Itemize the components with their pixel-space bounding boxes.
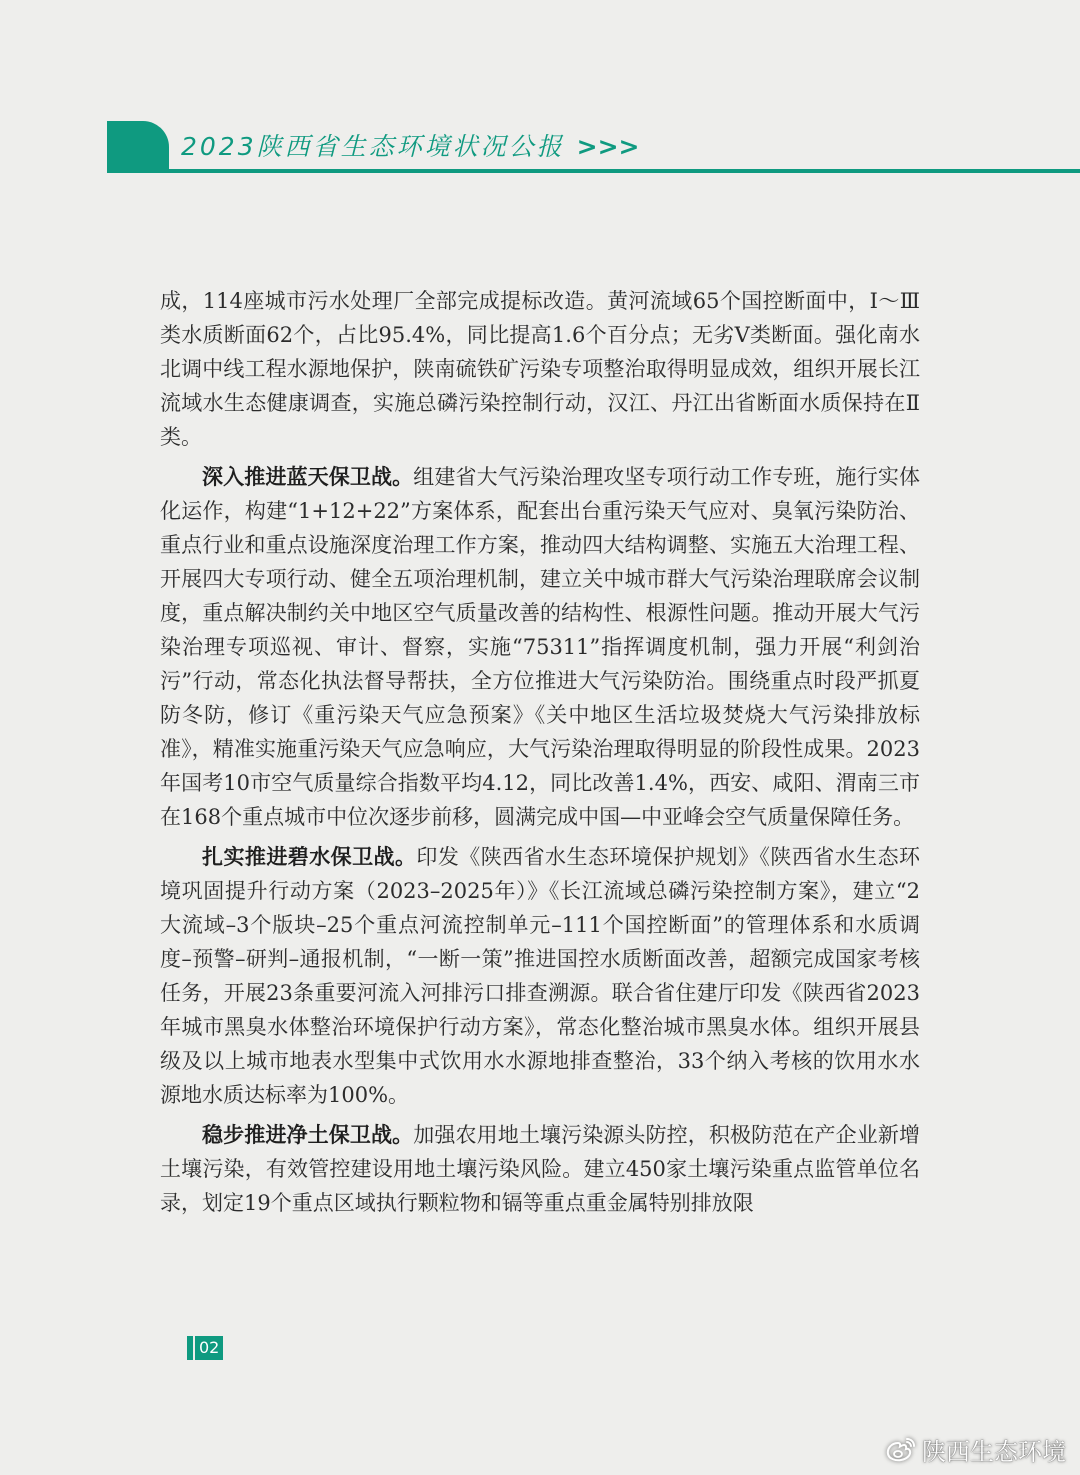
paragraph-text: 印发《陕西省水生态环境保护规划》《陕西省水生态环境巩固提升行动方案（2023–2025年）》《长江流域总磷污染控制方案》，建立“2大流域–3个版块–25个重点河流控制单元–111个国控断面”的管理体系和水质调度–预警–研判–通报机制，“一断一策”推进国控水质断面改善，超额完成国家考核任务，开展23条重要河流入河排污口排查溯源。联合省住建厅印发《陕西省2023年城市黑臭水体整治环境保护行动方案》，常态化整治城市黑臭水体。组织开展县级及以上城市地表水型集中式饮用水水源地排查整治，33个纳入考核的饮用水水源地水质达标率为100%。 bbox=[160, 845, 921, 1107]
paragraph-blue-sky bbox=[160, 460, 920, 834]
paragraph-continued bbox=[160, 284, 920, 454]
paragraph-clear-water bbox=[160, 840, 920, 1112]
header-tab-block bbox=[107, 121, 169, 173]
watermark bbox=[886, 1432, 1066, 1467]
paragraph-text: 组建省大气污染治理攻坚专项行动工作专班，施行实体化运作，构建“1+12+22”方案体系，配套出台重污染天气应对、臭氧污染防治、重点行业和重点设施深度治理工作方案，推动四大结构调整、实施五大治理工程、开展四大专项行动、健全五项治理机制，建立关中城市群大气污染治理联席会议制度，重点解决制约关中地区空气质量改善的结构性、根源性问题。推动开展大气污染治理专项巡视、审计、督察，实施“75311”指挥调度机制，强力开展“利剑治污”行动，常态化执法督导帮扶，全方位推进大气污染防治。围绕重点时段严抓夏防冬防，修订《重污染天气应急预案》《关中地区生活垃圾焚烧大气污染排放标准》，精准实施重污染天气应急响应，大气污染治理取得明显的阶段性成果。2023年国考10市空气质量综合指数平均4.12，同比改善1.4%，西安、咸阳、渭南三市在168个重点城市中位次逐步前移，圆满完成中国—中亚峰会空气质量保障任务。 bbox=[160, 465, 921, 829]
paragraph-text: 成，114座城市污水处理厂全部完成提标改造。黄河流域65个国控断面中，Ⅰ～Ⅲ类水质断面62个，占比95.4%，同比提高1.6个百分点；无劣Ⅴ类断面。强化南水北调中线工程水源地保护，陕南硫铁矿污染专项整治取得明显成效，组织开展长江流域水生态健康调查，实施总磷污染控制行动，汉江、丹江出省断面水质保持在Ⅱ类。 bbox=[160, 289, 920, 449]
header-rule bbox=[169, 169, 1080, 173]
watermark-text: 陕西生态环境 bbox=[922, 1438, 1066, 1466]
page-number-text: 02 bbox=[195, 1336, 223, 1360]
body-text bbox=[160, 284, 920, 1226]
page-number-bar bbox=[187, 1336, 193, 1360]
page-number bbox=[187, 1336, 223, 1360]
page-header bbox=[107, 121, 1080, 173]
header-title-text: 2023陕西省生态环境状况公报 bbox=[181, 132, 565, 161]
chevrons-icon: >>> bbox=[576, 132, 640, 161]
weibo-icon bbox=[886, 1437, 916, 1463]
paragraph-pure-soil bbox=[160, 1118, 920, 1220]
paragraph-text: 加强农用地土壤污染源头防控，积极防范在产企业新增土壤污染，有效管控建设用地土壤污染风险。建立450家土壤污染重点监管单位名录，划定19个重点区域执行颗粒物和镉等重点重金属特别排放限 bbox=[160, 1123, 921, 1215]
header-title bbox=[181, 127, 639, 167]
paragraph-lead: 深入推进蓝天保卫战。 bbox=[202, 465, 414, 489]
paragraph-lead: 稳步推进净土保卫战。 bbox=[202, 1123, 414, 1147]
paragraph-lead: 扎实推进碧水保卫战。 bbox=[202, 845, 417, 869]
